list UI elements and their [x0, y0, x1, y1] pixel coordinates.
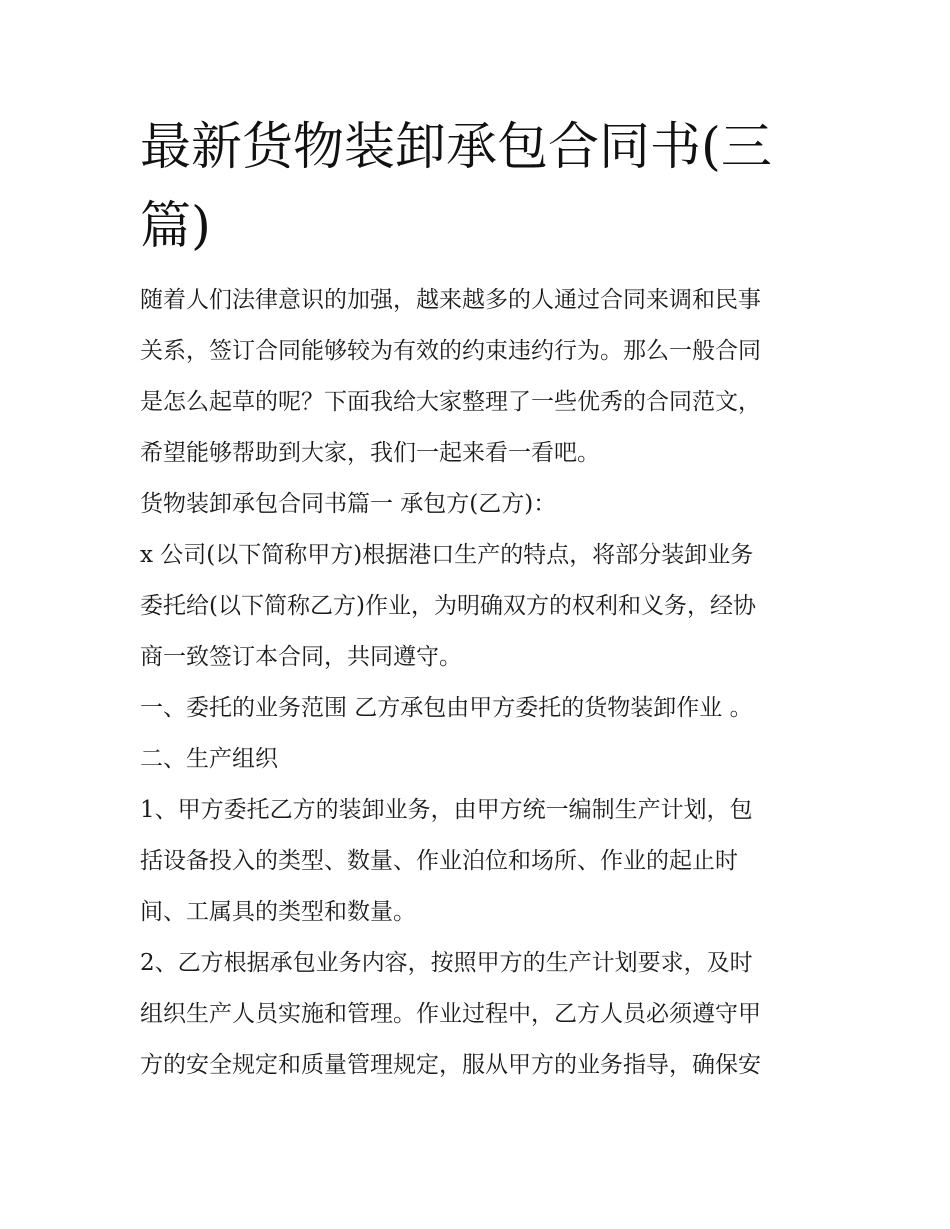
body-line-12: 括设备投入的类型、数量、作业泊位和场所、作业的起止时 — [140, 848, 738, 874]
body-line-7: 委托给(以下简称乙方)作业，为明确双方的权利和义务，经协 — [140, 593, 756, 619]
body-line-1: 随着人们法律意识的加强，越来越多的人通过合同来调和民事 — [140, 287, 761, 313]
body-line-4: 希望能够帮助到大家，我们一起来看一看吧。 — [140, 440, 600, 466]
body-line-14: 2、乙方根据承包业务内容，按照甲方的生产计划要求，及时 — [140, 950, 753, 976]
body-line-3: 是怎么起草的呢？下面我给大家整理了一些优秀的合同范文， — [140, 389, 761, 415]
body-line-10: 二、生产组织 — [140, 746, 278, 772]
body-line-9: 一、委托的业务范围 乙方承包由甲方委托的货物装卸作业 。 — [140, 695, 753, 721]
body-line-15: 组织生产人员实施和管理。作业过程中，乙方人员必须遵守甲 — [140, 1001, 761, 1027]
body-line-6: x 公司(以下简称甲方)根据港口生产的特点，将部分装卸业务 — [140, 542, 754, 568]
document-title: 最新货物装卸承包合同书(三篇) — [140, 118, 772, 256]
body-line-8: 商一致签订本合同，共同遵守。 — [140, 644, 462, 670]
body-line-5: 货物装卸承包合同书篇一 承包方(乙方)： — [140, 491, 557, 517]
body-line-16: 方的安全规定和质量管理规定，服从甲方的业务指导，确保安 — [140, 1052, 761, 1078]
body-line-13: 间、工属具的类型和数量。 — [140, 899, 416, 925]
body-line-2: 关系，签订合同能够较为有效的约束违约行为。那么一般合同 — [140, 338, 761, 364]
body-line-11: 1、甲方委托乙方的装卸业务，由甲方统一编制生产计划，包 — [140, 797, 753, 823]
